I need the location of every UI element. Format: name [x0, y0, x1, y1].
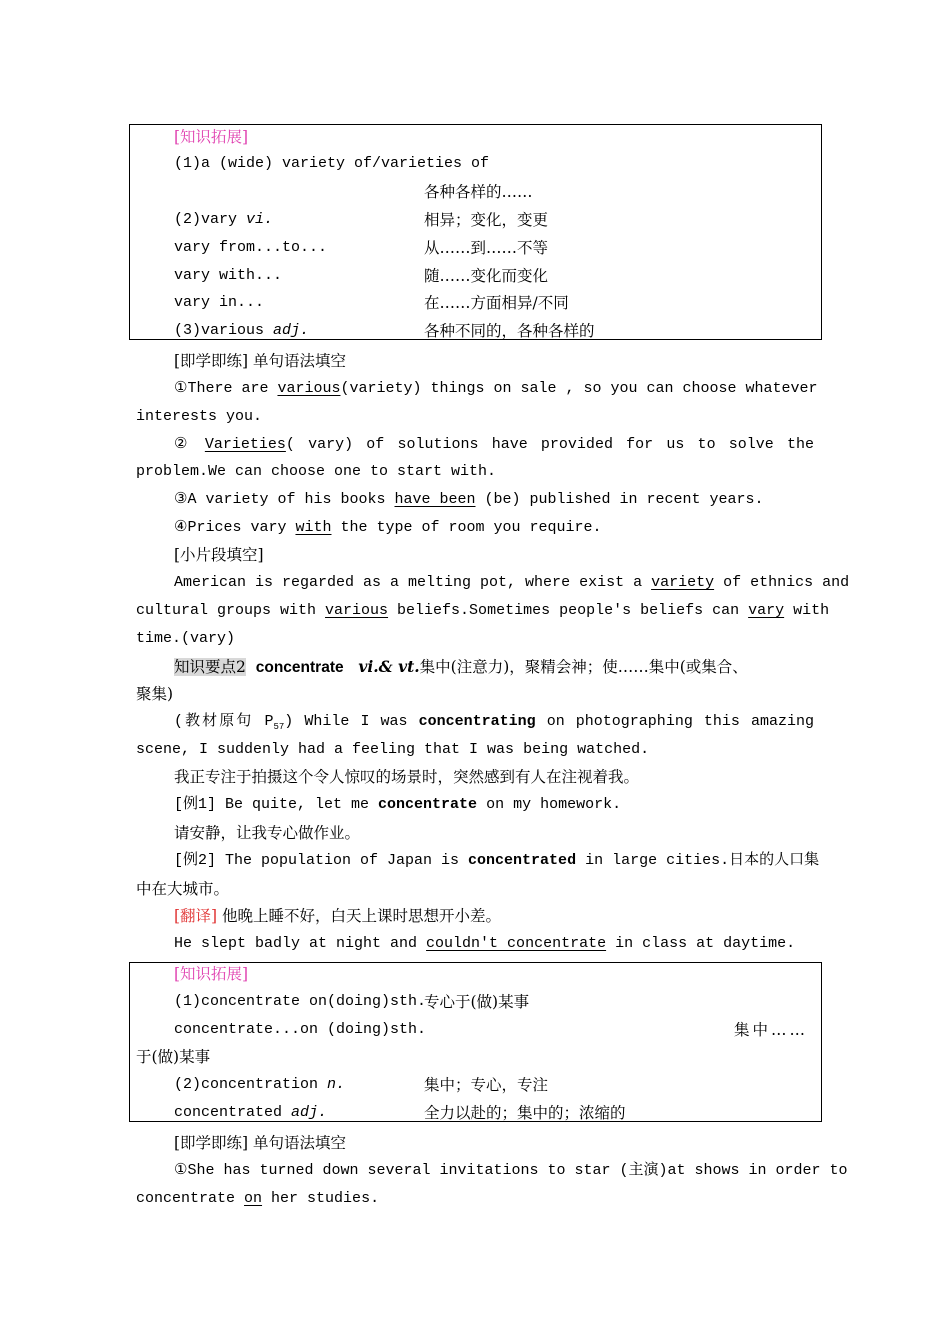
box1-row2: (2)vary vi.	[174, 211, 274, 228]
point2-source-sentence: (教材原句 $P_{57}$) While I was concentrating on photographing this amazing	[174, 713, 814, 732]
box1-row3-meaning: 从……到……不等	[424, 239, 549, 257]
box1-row1-meaning: 各种各样的……	[424, 183, 533, 201]
box2-row4: concentrated adj.	[174, 1104, 328, 1121]
box1-row5: vary in...	[174, 294, 265, 311]
box2-row2-meaning: 集中……	[734, 1021, 809, 1039]
practice1-q1-cont: interests you.	[136, 408, 263, 425]
practice1-q2-cont: problem.We can choose one to start with.	[136, 463, 497, 480]
box1-row2-meaning: 相异；变化，变更	[424, 211, 549, 229]
practice2-heading: [即学即练] 单句语法填空	[174, 1134, 347, 1152]
box2-row3: (2)concentration n.	[174, 1076, 346, 1093]
point2-translate-task: [翻译] 他晚上睡不好，白天上课时思想开小差。	[174, 907, 502, 925]
box1-row1: (1)a (wide) variety of/varieties of	[174, 155, 490, 172]
practice2-q1-cont: concentrate on her studies.	[136, 1190, 380, 1207]
knowledge-box-2	[129, 962, 822, 1122]
box2-row2: concentrate...on (doing)sth.	[174, 1021, 427, 1038]
box2-row1: (1)concentrate on(doing)sth.	[174, 993, 427, 1010]
practice1-q1: ①There are various(variety) things on sale , so you can choose whatever	[174, 380, 818, 397]
box1-row5-meaning: 在……方面相异/不同	[424, 294, 569, 312]
box2-row4-meaning: 全力以赴的；集中的；浓缩的	[424, 1104, 626, 1122]
point2-example1-translation: 请安静，让我专心做作业。	[174, 824, 361, 842]
box1-row6: (3)various adj.	[174, 322, 310, 339]
practice1-heading: [即学即练] 单句语法填空	[174, 352, 347, 370]
point2-title-cont: 聚集)	[136, 685, 174, 703]
practice2-q1: ①She has turned down several invitations to star (主演)at shows in order to	[174, 1162, 848, 1179]
point2-example2-cont: 中在大城市。	[136, 880, 230, 898]
box2-row3-meaning: 集中；专心，专注	[424, 1076, 549, 1094]
box2-heading: [知识拓展]	[174, 965, 249, 983]
box2-row1-meaning: 专心于(做)某事	[424, 993, 530, 1011]
point2-example1: [例1] Be quite, let me concentrate on my homework.	[174, 796, 622, 813]
fragment-line1: American is regarded as a melting pot, where exist a variety of ethnics and	[174, 574, 850, 591]
practice1-q4: ④Prices vary with the type of room you require.	[174, 519, 602, 536]
box1-row4: vary with...	[174, 267, 283, 284]
point2-translate-answer: He slept badly at night and couldn't concentrate in class at daytime.	[174, 935, 796, 952]
point2-title: 知识要点2 concentrate vi.& vt.集中(注意力)，聚精会神；使……集中(或集合、	[174, 657, 748, 676]
box1-heading: [知识拓展]	[174, 128, 249, 146]
fragment-line2: cultural groups with various beliefs.Sometimes people's beliefs can vary with	[136, 602, 830, 619]
box1-row6-meaning: 各种不同的，各种各样的	[424, 322, 595, 340]
fragment-heading: [小片段填空]	[174, 546, 264, 564]
point2-tag: 知识要点2	[174, 658, 246, 676]
practice1-q2: ② Varieties( vary) of solutions have provided for us to solve the	[174, 436, 814, 453]
box1-row4-meaning: 随……变化而变化	[424, 267, 549, 285]
point2-source-translation: 我正专注于拍摄这个令人惊叹的场景时，突然感到有人在注视着我。	[174, 768, 640, 786]
box2-row2-cont: 于(做)某事	[136, 1048, 211, 1066]
point2-source-cont: scene, I suddenly had a feeling that I was being watched.	[136, 741, 650, 758]
practice1-q3: ③A variety of his books have been (be) published in recent years.	[174, 491, 764, 508]
fragment-line3: time.(vary)	[136, 630, 236, 647]
point2-example2: [例2] The population of Japan is concentrated in large cities.日本的人口集	[174, 852, 820, 869]
box1-row3: vary from...to...	[174, 239, 328, 256]
